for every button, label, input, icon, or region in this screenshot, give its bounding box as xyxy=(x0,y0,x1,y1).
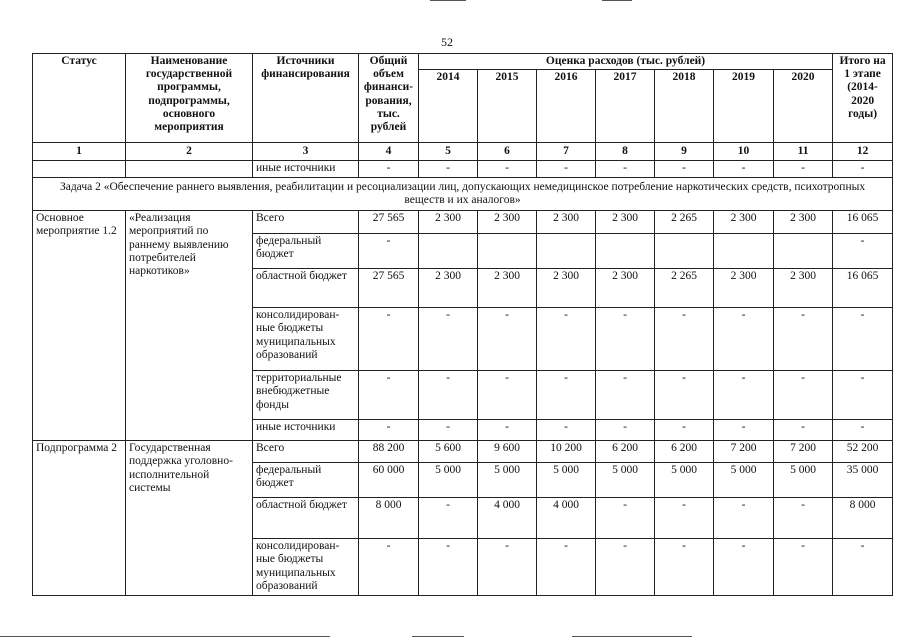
stage-total-cell: - xyxy=(833,420,893,441)
scan-edge-bottom xyxy=(0,636,330,637)
year-cell xyxy=(596,234,655,269)
year-cell: 2 300 xyxy=(714,269,774,308)
scan-edge-top-right xyxy=(602,0,632,1)
column-number: 12 xyxy=(833,143,893,161)
name-cell: «Реализация мероприятий по раннему выявлению потребителей наркотиков» xyxy=(126,211,253,441)
year-cell: - xyxy=(774,498,833,539)
year-cell: 2 300 xyxy=(596,269,655,308)
total-cell: 27 565 xyxy=(359,211,419,234)
year-cell: - xyxy=(774,161,833,177)
column-number: 5 xyxy=(419,143,478,161)
year-cell: 5 000 xyxy=(478,463,537,498)
column-number: 7 xyxy=(537,143,596,161)
total-cell: 27 565 xyxy=(359,269,419,308)
year-cell: - xyxy=(714,371,774,420)
table-body xyxy=(33,54,893,596)
header-name: Наименование государственной программы, подпрограммы, основного мероприятия xyxy=(126,54,253,143)
header-year: 2017 xyxy=(596,70,655,143)
status-cell: Основное мероприятие 1.2 xyxy=(33,211,126,441)
column-number: 11 xyxy=(774,143,833,161)
year-cell: - xyxy=(478,308,537,371)
year-cell: - xyxy=(774,308,833,371)
column-number-row xyxy=(33,143,893,161)
year-cell: - xyxy=(478,161,537,177)
total-cell: 8 000 xyxy=(359,498,419,539)
year-cell: - xyxy=(655,420,714,441)
year-cell: 5 000 xyxy=(714,463,774,498)
source-cell: областной бюджет xyxy=(253,498,359,539)
stage-total-cell: 35 000 xyxy=(833,463,893,498)
year-cell: 6 200 xyxy=(655,441,714,463)
year-cell: 5 000 xyxy=(596,463,655,498)
budget-table xyxy=(32,53,893,596)
stage-total-cell: - xyxy=(833,308,893,371)
header-year: 2016 xyxy=(537,70,596,143)
year-cell: - xyxy=(655,498,714,539)
source-cell: федеральный бюджет xyxy=(253,234,359,269)
year-cell: 2 300 xyxy=(596,211,655,234)
year-cell: - xyxy=(419,539,478,596)
scan-edge-bottom-right xyxy=(572,636,692,637)
year-cell: 5 000 xyxy=(419,463,478,498)
year-cell: 2 265 xyxy=(655,211,714,234)
name-cell: Государственная поддержка уголовно-исполнительной системы xyxy=(126,441,253,596)
year-cell: - xyxy=(537,308,596,371)
stage-total-cell: 16 065 xyxy=(833,269,893,308)
year-cell: 5 000 xyxy=(537,463,596,498)
stage-total-cell: - xyxy=(833,539,893,596)
year-cell: 2 300 xyxy=(714,211,774,234)
header-year: 2019 xyxy=(714,70,774,143)
column-number: 3 xyxy=(253,143,359,161)
year-cell: 2 300 xyxy=(774,269,833,308)
year-cell: - xyxy=(537,161,596,177)
year-cell: 4 000 xyxy=(537,498,596,539)
status-cell-empty xyxy=(33,161,126,177)
year-cell: - xyxy=(655,161,714,177)
header-stage-total: Итого на 1 этапе (2014-2020 годы) xyxy=(833,54,893,143)
year-cell: - xyxy=(419,371,478,420)
stage-total-cell: 52 200 xyxy=(833,441,893,463)
year-cell: - xyxy=(537,371,596,420)
column-number: 4 xyxy=(359,143,419,161)
year-cell: - xyxy=(419,420,478,441)
header-row-1 xyxy=(33,54,893,70)
stage-total-cell: - xyxy=(833,371,893,420)
scan-edge-bottom-mid xyxy=(412,636,464,637)
source-cell: Всего xyxy=(253,441,359,463)
year-cell: - xyxy=(596,371,655,420)
year-cell: - xyxy=(774,420,833,441)
source-cell: Всего xyxy=(253,211,359,234)
year-cell: 5 000 xyxy=(774,463,833,498)
year-cell: - xyxy=(774,539,833,596)
status-cell: Подпрограмма 2 xyxy=(33,441,126,596)
year-cell: - xyxy=(596,420,655,441)
total-cell: - xyxy=(359,371,419,420)
year-cell: - xyxy=(419,308,478,371)
header-total: Общий объем финанси-рования, тыс. рублей xyxy=(359,54,419,143)
year-cell: - xyxy=(478,420,537,441)
source-cell: территориальные внебюджетные фонды xyxy=(253,371,359,420)
total-cell: - xyxy=(359,420,419,441)
year-cell: - xyxy=(419,498,478,539)
source-cell: федеральный бюджет xyxy=(253,463,359,498)
year-cell: - xyxy=(714,161,774,177)
year-cell: 2 300 xyxy=(774,211,833,234)
column-number: 10 xyxy=(714,143,774,161)
year-cell xyxy=(655,234,714,269)
year-cell: 2 300 xyxy=(419,269,478,308)
year-cell: 2 265 xyxy=(655,269,714,308)
header-year: 2014 xyxy=(419,70,478,143)
year-cell xyxy=(419,234,478,269)
task-row xyxy=(33,177,893,210)
year-cell: - xyxy=(537,539,596,596)
stage-total-cell: 8 000 xyxy=(833,498,893,539)
source-cell: иные источники xyxy=(253,161,359,177)
source-cell: консолидирован-ные бюджеты муниципальных образований xyxy=(253,539,359,596)
year-cell: - xyxy=(478,371,537,420)
source-cell: консолидирован-ные бюджеты муниципальных образований xyxy=(253,308,359,371)
header-estimate: Оценка расходов (тыс. рублей) xyxy=(419,54,833,70)
task-heading: Задача 2 «Обеспечение раннего выявления, реабилитации и ресоциализации лиц, допускающих немедицинское потребление наркотических средств, психотропных веществ и их аналогов» xyxy=(33,177,893,210)
year-cell: - xyxy=(714,498,774,539)
year-cell: 2 300 xyxy=(478,211,537,234)
total-cell: 60 000 xyxy=(359,463,419,498)
year-cell: - xyxy=(478,539,537,596)
header-sources: Источники финансирования xyxy=(253,54,359,143)
total-cell: - xyxy=(359,308,419,371)
year-cell: - xyxy=(655,539,714,596)
column-number: 9 xyxy=(655,143,714,161)
year-cell xyxy=(537,234,596,269)
year-cell: 7 200 xyxy=(774,441,833,463)
year-cell: - xyxy=(655,371,714,420)
page-number: 52 xyxy=(441,35,453,49)
year-cell: - xyxy=(596,161,655,177)
year-cell xyxy=(774,234,833,269)
header-year: 2018 xyxy=(655,70,714,143)
column-number: 8 xyxy=(596,143,655,161)
stage-total-cell: 16 065 xyxy=(833,211,893,234)
year-cell: - xyxy=(596,539,655,596)
scan-edge-top xyxy=(430,0,466,1)
year-cell: 6 200 xyxy=(596,441,655,463)
header-year: 2020 xyxy=(774,70,833,143)
name-cell-empty xyxy=(126,161,253,177)
column-number: 2 xyxy=(126,143,253,161)
table-row xyxy=(33,441,893,463)
year-cell: - xyxy=(596,498,655,539)
year-cell: - xyxy=(537,420,596,441)
year-cell: 2 300 xyxy=(478,269,537,308)
year-cell: - xyxy=(714,420,774,441)
stage-total-cell: - xyxy=(833,234,893,269)
year-cell: 2 300 xyxy=(537,211,596,234)
year-cell: - xyxy=(596,308,655,371)
year-cell xyxy=(714,234,774,269)
year-cell: 5 600 xyxy=(419,441,478,463)
year-cell xyxy=(478,234,537,269)
column-number: 1 xyxy=(33,143,126,161)
year-cell: 2 300 xyxy=(419,211,478,234)
year-cell: - xyxy=(774,371,833,420)
total-cell: 88 200 xyxy=(359,441,419,463)
total-cell: - xyxy=(359,539,419,596)
column-number: 6 xyxy=(478,143,537,161)
total-cell: - xyxy=(359,234,419,269)
year-cell: - xyxy=(714,308,774,371)
total-cell: - xyxy=(359,161,419,177)
year-cell: 4 000 xyxy=(478,498,537,539)
year-cell: 7 200 xyxy=(714,441,774,463)
year-cell: - xyxy=(655,308,714,371)
year-cell: 5 000 xyxy=(655,463,714,498)
year-cell: 10 200 xyxy=(537,441,596,463)
source-cell: иные источники xyxy=(253,420,359,441)
source-cell: областной бюджет xyxy=(253,269,359,308)
year-cell: 9 600 xyxy=(478,441,537,463)
table-row xyxy=(33,211,893,234)
lead-row xyxy=(33,161,893,177)
year-cell: - xyxy=(714,539,774,596)
stage-total-cell: - xyxy=(833,161,893,177)
year-cell: 2 300 xyxy=(537,269,596,308)
header-status: Статус xyxy=(33,54,126,143)
year-cell: - xyxy=(419,161,478,177)
header-year: 2015 xyxy=(478,70,537,143)
